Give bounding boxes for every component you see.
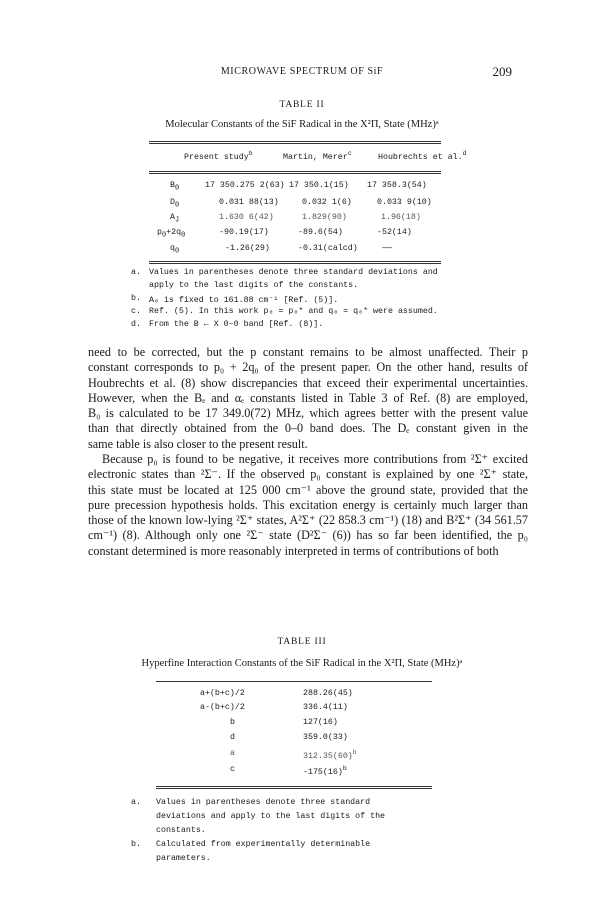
table2-col-header-houbrechts: Houbrechts et al.$^d$ [378, 150, 467, 162]
table2-label: TABLE II [279, 100, 325, 110]
table2-cell: -0.31(calcd) [298, 244, 358, 253]
table2-footnote-mark: c. [131, 307, 141, 316]
table2-top-rule-2 [149, 143, 441, 144]
table2-footnote-text: From the B ← X 0–0 band [Ref. (8)]. [149, 320, 324, 329]
table2-footnote-mark: a. [131, 268, 141, 277]
table2-top-rule [149, 141, 441, 142]
table3-param: a+(b+c)/2 [200, 689, 245, 698]
table3-param: d [230, 733, 235, 742]
table2-cell: 17 350.1(15) [289, 181, 349, 190]
text-line: constant corresponds to p₀ + 2q₀ of the present paper. On the other hand, results of [88, 360, 528, 375]
text-line: Because p₀ is found to be negative, it receives more contributions from ²Σ⁺ excited [102, 452, 528, 466]
text-line: cm⁻¹) (8). Although only one ²Σ⁻ state (D²Σ⁻ (6)) has so far been identified, the p₀ [88, 528, 528, 543]
text-line: those of the known low-lying ²Σ⁺ states, A²Σ⁺ (22 858.3 cm⁻¹) (18) and B²Σ⁺ (34 561.57 [88, 513, 528, 528]
table3-value: $312.35(60)^b$ [303, 749, 357, 761]
table2-cell: 1.96(18) [381, 213, 421, 222]
running-header [0, 66, 604, 82]
text-line: constant determined is more reasonably interpreted in terms of contributions of both [88, 543, 499, 558]
body-paragraph-2 [88, 452, 528, 559]
table2-cell: 0.031 88(13) [219, 198, 279, 207]
table2-cell: 17 358.3(54) [367, 181, 427, 190]
table2-footnote-text: A₀ is fixed to 161.88 cm⁻¹ [Ref. (5)]. [149, 296, 339, 305]
table2-cell: 1.829(90) [302, 213, 347, 222]
table3-footnote-text: constants. [156, 826, 206, 835]
page-number: 209 [492, 64, 512, 79]
text-line: than that directly obtained from the 0–0 band does. The Dₑ constant given in the [88, 421, 528, 436]
table3-label: TABLE III [277, 637, 327, 647]
table2-cell: —— [382, 244, 392, 253]
table3-footnote-text: parameters. [156, 854, 211, 863]
table3-footnote-mark: a. [131, 798, 141, 807]
text-line: B₀ is calculated to be 17 349.0(72) MHz, which agrees better with the present value [88, 406, 528, 421]
table3-value: 336.4(11) [303, 703, 348, 712]
table2-row-param: $A_J$ [170, 213, 180, 225]
table2-row-param: $B_0$ [170, 181, 180, 193]
table3-value: 288.26(45) [303, 689, 353, 698]
table2-mid-rule-2 [149, 173, 441, 174]
table3-value: 359.0(33) [303, 733, 348, 742]
text-line: this state must be located at 125 000 cm⁻¹ above the ground state, provided that the [88, 482, 528, 497]
table3-bottom-rule-2 [156, 788, 432, 789]
table2-col-header-martin: Martin, Merer$^c$ [283, 150, 352, 162]
table2-cell: 1.630 6(42) [219, 213, 274, 222]
table2-caption: Molecular Constants of the SiF Radical in the X²Π, State (MHz)ᵃ [165, 119, 439, 130]
table3-footnote-text: Values in parentheses denote three standard [156, 798, 371, 807]
table2-row-param: $p_0+2q_0$ [157, 228, 186, 240]
running-title: MICROWAVE SPECTRUM OF SiF [220, 66, 384, 77]
table3-caption: Hyperfine Interaction Constants of the SiF Radical in the X²Π, State (MHz)ᵃ [141, 658, 463, 669]
table2-bottom-rule [149, 261, 441, 262]
table2-col-header-present: Present study$^b$ [184, 150, 253, 162]
table2-row-param: $D_0$ [170, 198, 180, 210]
table2-bottom-rule-2 [149, 263, 441, 264]
table2-footnote-mark: b. [131, 294, 141, 303]
table2-footnote-text: Ref. (5). In this work p₀ = p₀* and q₀ = q₀* were assumed. [149, 307, 438, 316]
table3-value: 127(16) [303, 718, 338, 727]
table3-footnote-text: Calculated from experimentally determinable [156, 840, 371, 849]
table3-param: c [230, 765, 235, 774]
table2-cell: 0.033 9(10) [377, 198, 432, 207]
table2-footnote-text: Values in parentheses denote three standard deviations and [149, 268, 438, 277]
table2-mid-rule [149, 171, 441, 172]
table2-row-param: $q_0$ [170, 244, 180, 256]
table3-value: $-175(16)^b$ [303, 765, 347, 777]
table2-cell: 0.032 1(6) [302, 198, 352, 207]
table3-footnote-text: deviations and apply to the last digits of the [156, 812, 386, 821]
text-line: same table is also closer to the present result. [88, 436, 308, 451]
table3-footnote-mark: b. [131, 840, 141, 849]
table3-bottom-rule [156, 786, 432, 787]
table2-cell: 17 350.275 2(63) [205, 181, 285, 190]
body-paragraph-1 [88, 345, 528, 452]
table3-param: a [230, 749, 235, 758]
text-line: However, when the Bₑ and αₑ constants listed in Table 3 of Ref. (8) are employed, [88, 390, 528, 405]
table2-cell: -1.26(29) [225, 244, 270, 253]
table2-cell: -52(14) [377, 228, 412, 237]
text-line: electronic states than ²Σ⁻. If the observed p₀ constant is explained by one ²Σ⁺ state, [88, 467, 528, 482]
text-line: pure precession hypothesis holds. This excitation energy is certainly much larger than [88, 497, 528, 512]
table2-footnote-text: apply to the last digits of the constants. [149, 281, 359, 290]
table2-cell: -89.6(54) [298, 228, 343, 237]
table2-footnote-mark: d. [131, 320, 141, 329]
table2-cell: -90.19(17) [219, 228, 269, 237]
text-line: need to be corrected, but the p constant remains to be almost unaffected. Their p [88, 345, 528, 359]
text-line: Houbrechts et al. (8) show discrepancies that exceed their experimental uncertainties. [88, 375, 528, 390]
table3-top-rule [156, 681, 432, 682]
table3-param: b [230, 718, 235, 727]
table3-param: a-(b+c)/2 [200, 703, 245, 712]
